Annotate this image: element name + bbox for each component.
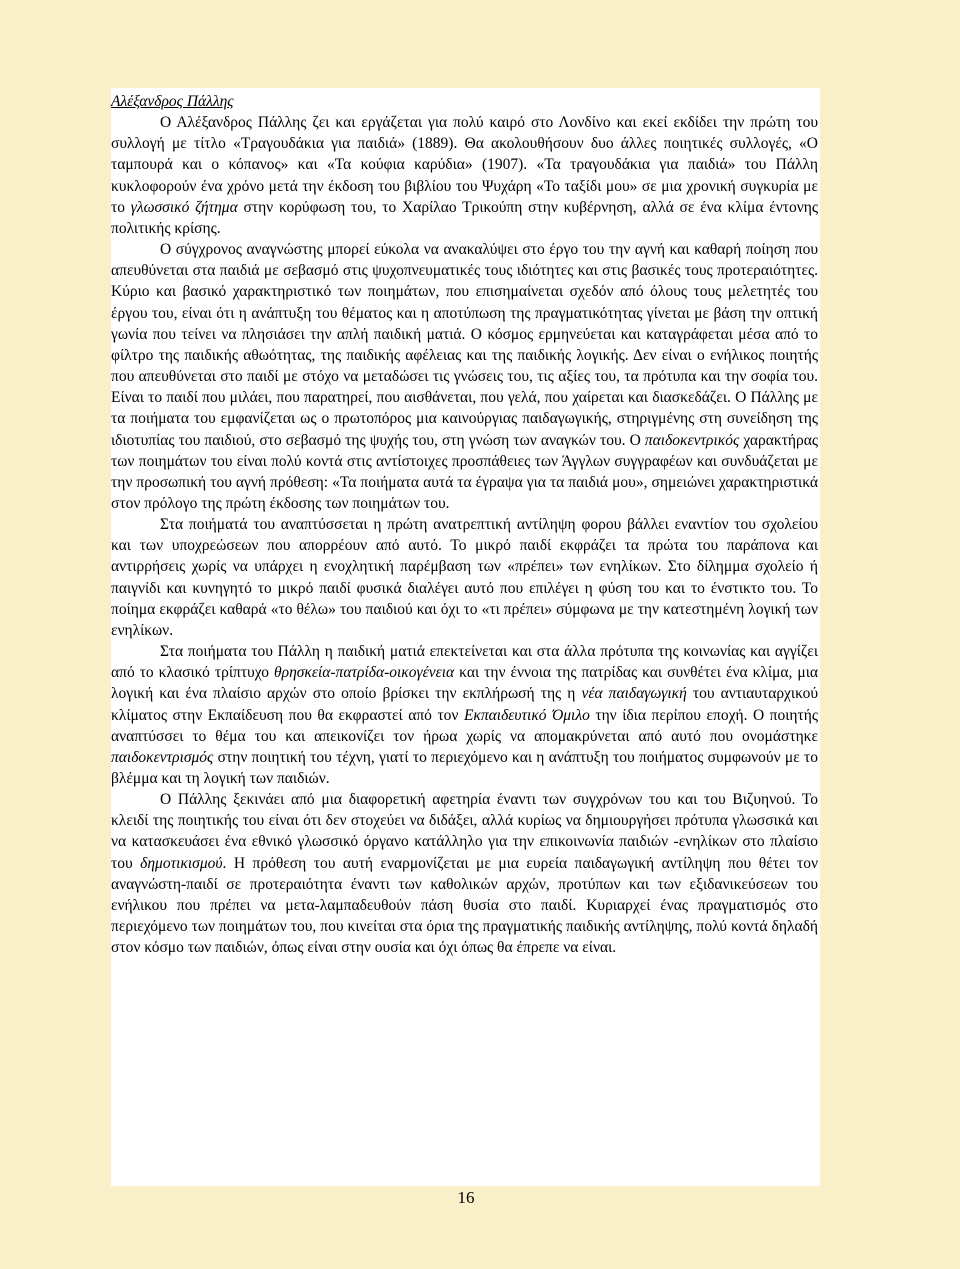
italic-text-run: γλωσσικό ζήτημα	[130, 198, 238, 216]
paragraph	[111, 514, 818, 641]
italic-text-run: θρησκεία-πατρίδα-οικογένεια	[274, 664, 455, 682]
text-run: και την έννοια της πατρίδας και συνθέτει ένα κλίμα, μια λογική και ένα πλαίσιο αρχών στο οποίο βρίσκει την εκπλήρωσή της η	[111, 664, 818, 703]
paragraph	[111, 789, 818, 958]
italic-text-run: νέα παιδαγωγική	[581, 685, 687, 703]
text-run: Στα ποιήματα του Πάλλη η παιδική ματιά επεκτείνεται και στα άλλα πρότυπα της κοινωνίας και αγγίζει από το κλασικό τρίπτυχο	[111, 643, 818, 682]
paragraph-list	[111, 112, 818, 958]
text-run: . Η πρόθεση του αυτή εναρμονίζεται με μια ευρεία παιδαγωγική αντίληψη που θέτει τον αναγνώστη-παιδί σε προτεραιότητα έναντι των καθολικών αρχών, προτύπων και των εξιδανικεύσεων του ενήλικου που πρέπει να μετα-λαμπαδευθούν πάση θυσία στο παιδί. Κυριαρχεί ένας πραγματισμός στο περιεχόμενο των ποιημάτων του, που κινείται στα όρια της πραγματικής παιδικής αντίληψης, πολύ κοντά δηλαδή στον κόσμο των παιδιών, όπως είναι στην ουσία και όχι όπως θα έπρεπε να είναι.	[111, 854, 819, 957]
text-run: στην κορύφωση του, το Χαρίλαο Τρικούπη στην κυβέρνηση, αλλά σε ένα κλίμα έντονης πολιτικής κρίσης.	[111, 198, 819, 237]
document-body	[111, 91, 818, 958]
text-run: Ο σύγχρονος αναγνώστης μπορεί εύκολα να ανακαλύψει στο έργο του την αγνή και καθαρή ποίηση που απευθύνεται στα παιδιά με σεβασμό στις ψυχοπνευματικές τους ιδιότητες και στις βασικές τους προτεραιότητες. Κύριο και βασικό χαρακτηριστικό των ποιημάτων, που επισημαίνεται σχεδόν από όλους τους μελετητές του έργου του, είναι ότι η ανάπτυξη του θέματος και η αποτύπωση της πραγματικότητας γίνεται με βάση την οπτική γωνία που τείνει να πλησιάσει την απλή παιδική ματιά. Ο κόσμος ερμηνεύεται και καταγράφεται μέσα από το φίλτρο της παιδικής αθωότητας, της παιδικής αφέλειας και της παιδικής λογικής. Δεν είναι ο ενήλικος ποιητής που απευθύνεται στο παιδί με στόχο να μεταδώσει τις γνώσεις του, τις αξίες του, τα πρότυπα και την σοφία του. Είναι το παιδί που μιλάει, που παρατηρεί, που αισθάνεται, που γελά, που χαίρεται και διασκεδάζει. Ο Πάλλης με τα ποιήματα του εμφανίζεται ως ο πρωτοπόρος μια καινούργιας παιδαγωγικής, στηριγμένης στη συνείδηση της ιδιοτυπίας του παιδιού, στο σεβασμό της ψυχής του, στη γνώση των αναγκών του. Ο	[111, 241, 818, 449]
paragraph	[111, 641, 818, 789]
text-run: Ο Αλέξανδρος Πάλλης ζει και εργάζεται για πολύ καιρό στο Λονδίνο και εκεί εκδίδει την πρώτη του συλλογή με τίτλο «Τραγουδάκια για παιδιά» (1889). Θα ακολουθήσουν δυο άλλες ποιητικές συλλογές, «Ο ταμπουρά και ο κόπανος» και «Τα κούφια καρύδια» (1907). «Τα τραγουδάκια για παιδιά» του Πάλλη κυκλοφορούν ένα χρόνο μετά την έκδοση του βιβλίου του Ψυχάρη «Το ταξίδι μου» σε μια χρονική συγκυρία με το	[111, 114, 818, 216]
page-title: Αλέξανδρος Πάλλης	[111, 93, 234, 110]
page-number: 16	[457, 1188, 475, 1207]
italic-text-run: Εκπαιδευτικό Όμιλο	[463, 706, 590, 724]
paragraph	[111, 112, 818, 239]
text-run: Στα ποιήματά του αναπτύσσεται η πρώτη ανατρεπτική αντίληψη φορου βάλλει εναντίον του σχολείου και των υποχρεώσεων που απορρέουν από αυτό. Το μικρό παιδί εκφράζει τα πρώτα του παράπονα και αντιρρήσεις χωρίς να υπάρχει η ενοχλητική παρέμβαση των «πρέπει» των ενηλίκων. Στο δίλημμα σχολείο ή παιγνίδι και κυνηγητό το μικρό παιδί φυσικά διαλέγει αυτό που επιλέγει η φύση του και το ένστικτο του. Το ποίημα εκφράζει καθαρά «το θέλω» του παιδιού και όχι το «τι πρέπει» σύμφωνα με την κατεστημένη λογική των ενηλίκων.	[111, 516, 818, 639]
text-run: του αντιαυταρχικού κλίματος στην Εκπαίδευση που θα εκφραστεί από τον	[111, 685, 818, 724]
paragraph	[111, 239, 818, 514]
text-run: χαρακτήρας των ποιημάτων του είναι πολύ κοντά στις αντίστοιχες προσπάθειες των Άγγλων συγγραφέων και συνδυάζεται με την προσωπική του αγνή πρόθεση: «Τα ποιήματα αυτά τα έγραψα για τα παιδιά μου», σημειώνει χαρακτηριστικά στον πρόλογο της πρώτη έκδοσης των ποιημάτων του.	[111, 431, 818, 512]
italic-text-run: παιδοκεντρισμός	[111, 748, 214, 766]
text-run: Ο Πάλλης ξεκινάει από μια διαφορετική αφετηρία έναντι των συγχρόνων του και του Βιζυηνού. Το κλειδί της ποιητικής του είναι ότι δεν στοχεύει να διδάξει, αλλά κυρίως να δημιουργήσει πρότυπα γλωσσικά και να κατασκευάσει ένα εθνικό γλωσσικό όργανο κατάλληλο για την επικοινωνία παιδιών -ενηλίκων στο πλαίσιο του	[111, 791, 818, 872]
italic-text-run: δημοτικισμού	[140, 854, 223, 872]
italic-text-run: παιδοκεντρικός	[644, 431, 740, 449]
text-run: την ίδια περίπου εποχή. Ο ποιητής αναπτύσσει το θέμα του και απεικονίζει τον ήρωα χωρίς να απομακρύνεται από αυτό που ονομάστηκε	[111, 706, 819, 745]
text-run: στην ποιητική του τέχνη, γιατί το περιεχόμενο και η ανάπτυξη του ποιήματος συμφωνούν με το βλέμμα και τη λογική των παιδιών.	[111, 748, 818, 787]
